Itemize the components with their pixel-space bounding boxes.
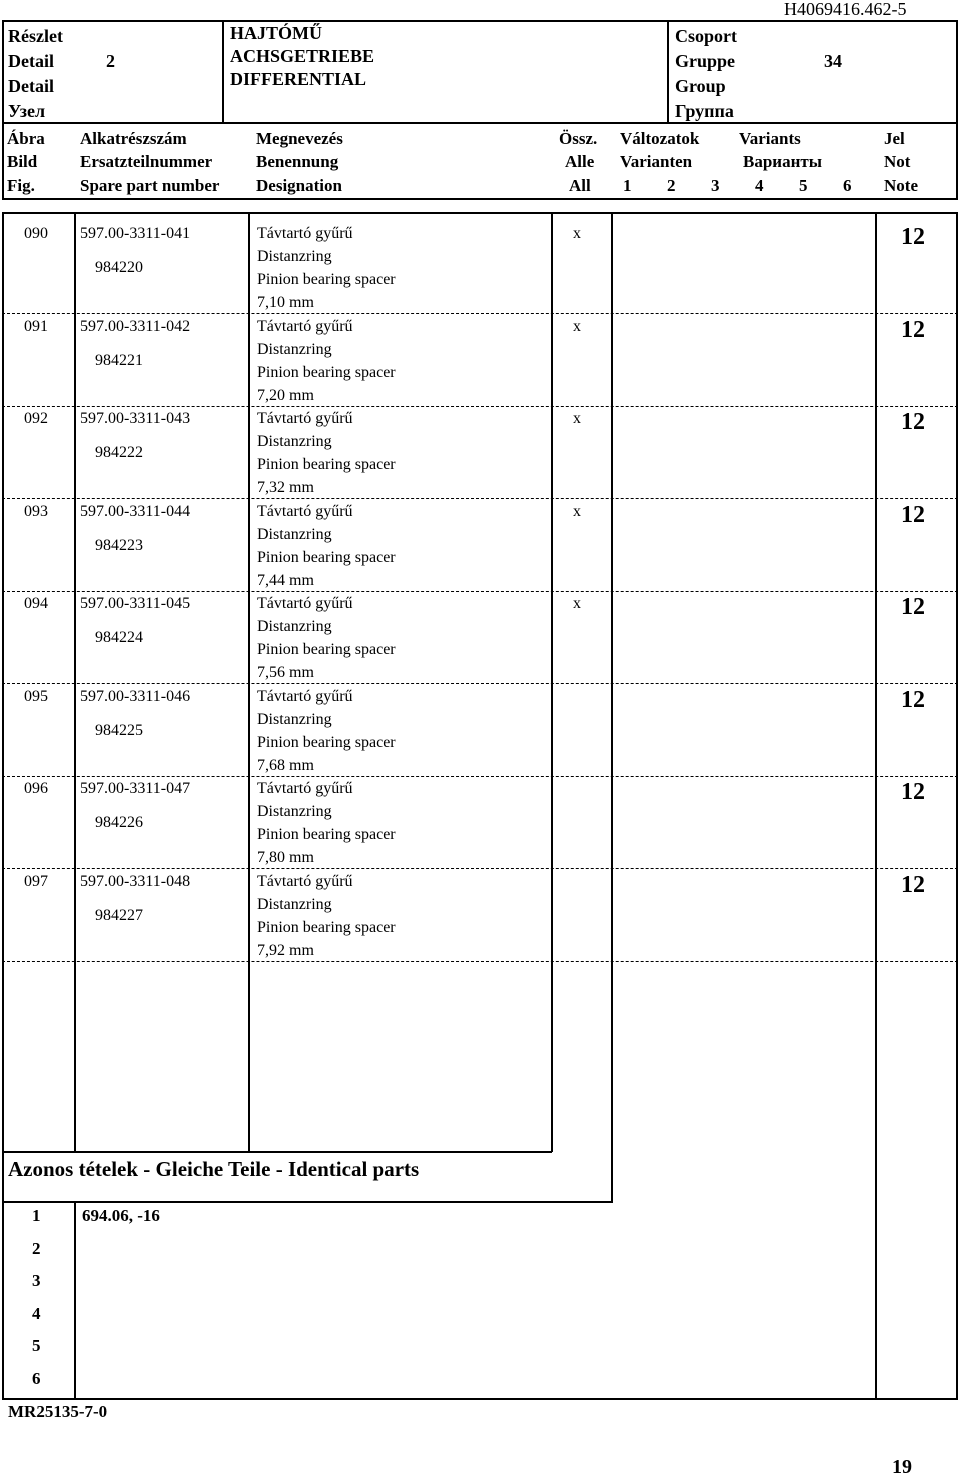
group-label-hu: Csoport bbox=[675, 26, 737, 46]
note-mark: 12 bbox=[901, 224, 925, 250]
designation-size: 7,80 mm bbox=[257, 849, 314, 866]
designation-de: Distanzring bbox=[257, 525, 332, 543]
col-fig-hu: Ábra bbox=[7, 129, 45, 148]
fig-number: 095 bbox=[24, 687, 48, 705]
group-number: 34 bbox=[824, 51, 842, 71]
note-mark: 12 bbox=[901, 871, 925, 898]
designation-de: Distanzring bbox=[257, 248, 332, 265]
col-variants-hu: Változatok bbox=[620, 129, 700, 148]
col-note-hu: Jel bbox=[884, 129, 905, 148]
col-designation-en: Designation bbox=[256, 176, 342, 195]
note-mark: 12 bbox=[901, 501, 925, 528]
detail-label-de: Detail bbox=[8, 51, 54, 71]
identical-row-number: 1 bbox=[32, 1206, 41, 1225]
col-part-en: Spare part number bbox=[80, 176, 220, 195]
designation-de: Distanzring bbox=[257, 895, 332, 913]
designation-size: 7,32 mm bbox=[257, 479, 314, 496]
col-part-de: Ersatzteilnummer bbox=[80, 152, 213, 171]
designation-size: 7,44 mm bbox=[257, 571, 314, 589]
col-variants-de: Varianten bbox=[620, 152, 693, 171]
variant-number-2: 2 bbox=[667, 176, 676, 195]
designation-size: 7,92 mm bbox=[257, 941, 314, 959]
detail-label-ru: Узел bbox=[8, 101, 46, 121]
note-mark: 12 bbox=[901, 779, 925, 805]
fig-number: 096 bbox=[24, 780, 48, 797]
designation-hu: Távtartó gyűrű bbox=[257, 872, 353, 890]
alt-part-number: 984221 bbox=[95, 351, 143, 369]
designation-de: Distanzring bbox=[257, 340, 332, 358]
col-part-hu: Alkatrészszám bbox=[80, 129, 187, 148]
fig-number: 097 bbox=[24, 872, 48, 890]
variant-number-3: 3 bbox=[711, 176, 720, 195]
col-designation-de: Benennung bbox=[256, 152, 339, 171]
identical-row-number: 4 bbox=[32, 1303, 41, 1323]
variant-number-4: 4 bbox=[755, 176, 764, 195]
designation-hu: Távtartó gyűrű bbox=[257, 225, 353, 242]
designation-en: Pinion bearing spacer bbox=[257, 918, 396, 936]
col-all-hu: Össz. bbox=[559, 129, 598, 148]
part-number: 597.00-3311-043 bbox=[80, 410, 191, 427]
designation-size: 7,10 mm bbox=[257, 294, 314, 311]
all-variants-mark: x bbox=[573, 317, 581, 335]
all-variants-mark: x bbox=[573, 502, 581, 520]
group-label-ru: Группа bbox=[675, 101, 734, 121]
title-en: DIFFERENTIAL bbox=[230, 69, 367, 89]
col-fig-en: Fig. bbox=[7, 176, 35, 195]
detail-label-en: Detail bbox=[8, 76, 54, 96]
part-number: 597.00-3311-048 bbox=[80, 872, 191, 890]
fig-number: 092 bbox=[24, 410, 48, 427]
col-all-de: Alle bbox=[565, 152, 595, 171]
fig-number: 093 bbox=[24, 502, 48, 520]
part-number: 597.00-3311-042 bbox=[80, 317, 191, 335]
group-label-en: Group bbox=[675, 76, 726, 96]
detail-label-hu: Részlet bbox=[8, 26, 63, 46]
designation-de: Distanzring bbox=[257, 433, 332, 450]
identical-row-value: 694.06, -16 bbox=[82, 1206, 160, 1225]
note-mark: 12 bbox=[901, 409, 925, 435]
identical-row-number: 3 bbox=[32, 1271, 41, 1290]
all-variants-mark: x bbox=[573, 410, 581, 427]
identical-row-number: 5 bbox=[32, 1336, 41, 1355]
designation-en: Pinion bearing spacer bbox=[257, 826, 396, 843]
designation-size: 7,68 mm bbox=[257, 756, 314, 774]
designation-hu: Távtartó gyűrű bbox=[257, 780, 353, 797]
variant-number-6: 6 bbox=[843, 176, 852, 195]
fig-number: 090 bbox=[24, 225, 48, 242]
identical-parts-title: Azonos tételek - Gleiche Teile - Identical parts bbox=[8, 1157, 420, 1181]
part-number: 597.00-3311-044 bbox=[80, 502, 191, 520]
page-number: 19 bbox=[892, 1456, 912, 1478]
part-number: 597.00-3311-045 bbox=[80, 595, 191, 612]
designation-hu: Távtartó gyűrű bbox=[257, 595, 353, 612]
identical-row-number: 6 bbox=[32, 1368, 41, 1388]
designation-en: Pinion bearing spacer bbox=[257, 641, 396, 658]
document-code: H4069416.462-5 bbox=[784, 0, 907, 19]
group-label-de: Gruppe bbox=[675, 51, 736, 71]
variant-number-1: 1 bbox=[623, 176, 632, 195]
note-mark: 12 bbox=[901, 686, 925, 713]
alt-part-number: 984223 bbox=[95, 536, 143, 554]
variant-number-5: 5 bbox=[799, 176, 808, 195]
col-all-en: All bbox=[569, 176, 591, 195]
title-de: ACHSGETRIEBE bbox=[230, 46, 375, 66]
note-mark: 12 bbox=[901, 594, 925, 620]
designation-hu: Távtartó gyűrű bbox=[257, 687, 353, 705]
col-variants-ru: Варианты bbox=[743, 152, 823, 171]
designation-hu: Távtartó gyűrű bbox=[257, 317, 353, 335]
designation-de: Distanzring bbox=[257, 710, 332, 728]
alt-part-number: 984220 bbox=[95, 259, 143, 276]
col-designation-hu: Megnevezés bbox=[256, 129, 343, 148]
designation-size: 7,20 mm bbox=[257, 386, 314, 404]
identical-row-number: 2 bbox=[32, 1238, 41, 1258]
row-divider bbox=[2, 961, 958, 962]
designation-en: Pinion bearing spacer bbox=[257, 271, 396, 288]
col-note-en: Note bbox=[884, 176, 918, 195]
designation-en: Pinion bearing spacer bbox=[257, 733, 396, 751]
detail-number: 2 bbox=[106, 51, 115, 71]
fig-number: 091 bbox=[24, 317, 48, 335]
designation-hu: Távtartó gyűrű bbox=[257, 502, 353, 520]
alt-part-number: 984226 bbox=[95, 814, 143, 831]
col-note-de: Not bbox=[884, 152, 911, 171]
fig-number: 094 bbox=[24, 595, 48, 612]
alt-part-number: 984222 bbox=[95, 444, 143, 461]
designation-en: Pinion bearing spacer bbox=[257, 363, 396, 381]
note-mark: 12 bbox=[901, 316, 925, 343]
all-variants-mark: x bbox=[573, 225, 581, 242]
designation-hu: Távtartó gyűrű bbox=[257, 410, 353, 427]
designation-en: Pinion bearing spacer bbox=[257, 548, 396, 566]
designation-de: Distanzring bbox=[257, 803, 332, 820]
footer-code: MR25135-7-0 bbox=[8, 1402, 108, 1421]
alt-part-number: 984225 bbox=[95, 721, 143, 739]
alt-part-number: 984224 bbox=[95, 629, 143, 646]
title-hu: HAJTÓMŰ bbox=[230, 23, 322, 43]
part-number: 597.00-3311-047 bbox=[80, 780, 191, 797]
designation-de: Distanzring bbox=[257, 618, 332, 635]
designation-size: 7,56 mm bbox=[257, 664, 314, 681]
col-variants-en: Variants bbox=[739, 129, 801, 148]
part-number: 597.00-3311-046 bbox=[80, 687, 191, 705]
designation-en: Pinion bearing spacer bbox=[257, 456, 396, 473]
col-fig-de: Bild bbox=[7, 152, 38, 171]
all-variants-mark: x bbox=[573, 595, 581, 612]
alt-part-number: 984227 bbox=[95, 906, 143, 924]
part-number: 597.00-3311-041 bbox=[80, 225, 191, 242]
